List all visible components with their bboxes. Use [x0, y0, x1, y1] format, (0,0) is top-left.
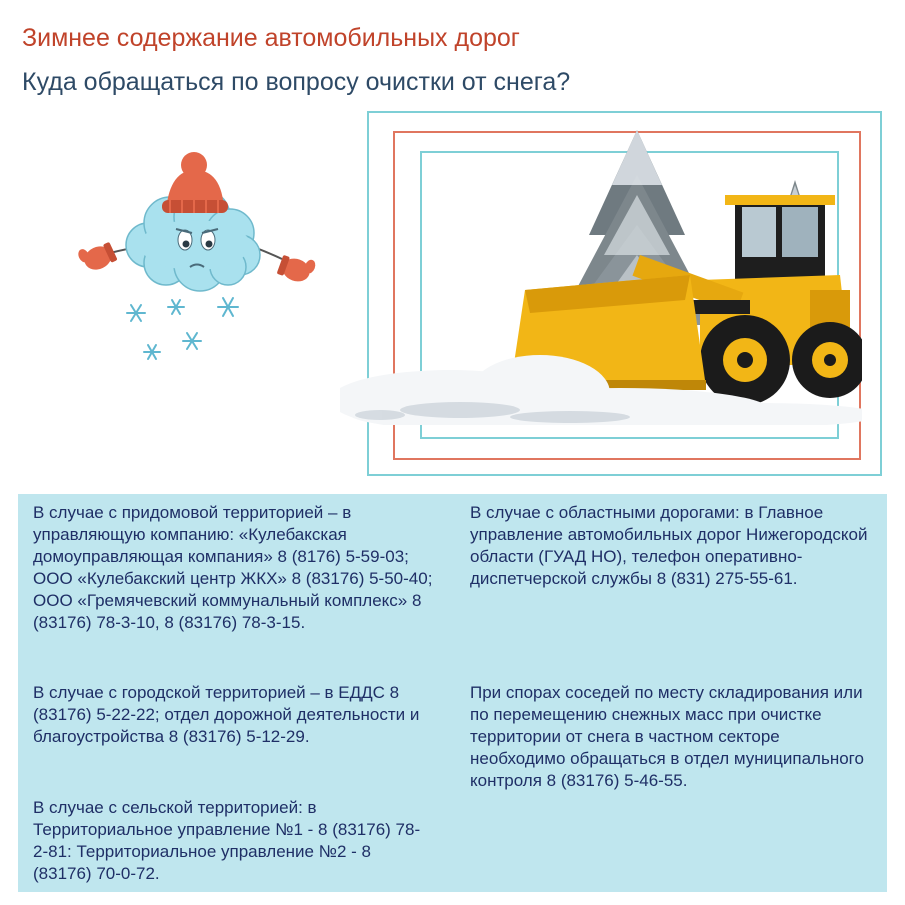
contact-city-territory: В случае с городской территорией – в ЕДДС 8 (83176) 5-22-22; отдел дорожной деятельности и благоустройства 8 (83176) 5-12-29. — [33, 683, 420, 746]
right-mitten — [276, 250, 317, 286]
snowflakes — [127, 298, 238, 359]
snow-cloud-icon — [70, 145, 330, 370]
left-mitten — [76, 237, 118, 275]
contact-neighbor-disputes: При спорах соседей по месту складирования или по перемещению снежных масс при очистке территории от снега в частном секторе необходимо обращаться в отдел муниципального контроля 8 (83176) 5-46-55. — [470, 683, 864, 790]
contacts-panel — [18, 494, 887, 892]
snowplow-loader-icon — [340, 125, 862, 425]
page-title: Зимнее содержание автомобильных дорог — [22, 24, 520, 52]
page-subtitle: Куда обращаться по вопросу очистки от снега? — [22, 68, 571, 96]
contact-regional-roads: В случае с областными дорогами: в Главное управление автомобильных дорог Нижегородской области (ГУАД НО), телефон оперативно-диспетчерской службы 8 (831) 275-55-61. — [470, 503, 868, 588]
contact-rural-territory: В случае с сельской территорией: в Территориальное управление №1 - 8 (83176) 78-2-81: Территориальное управление №2 - 8 (83176) 70-0-72. — [33, 798, 421, 883]
knit-hat — [162, 152, 228, 213]
contact-yard-territory: В случае с придомовой территорией – в управляющую компанию: «Кулебакская домоуправляющая компания» 8 (8176) 5-59-03; ООО «Кулебакский центр ЖКХ» 8 (83176) 5-50-40; ООО «Гремячевский коммунальный комплекс» 8 (83176) 78-3-10, 8 (83176) 78-3-15. — [33, 503, 433, 632]
